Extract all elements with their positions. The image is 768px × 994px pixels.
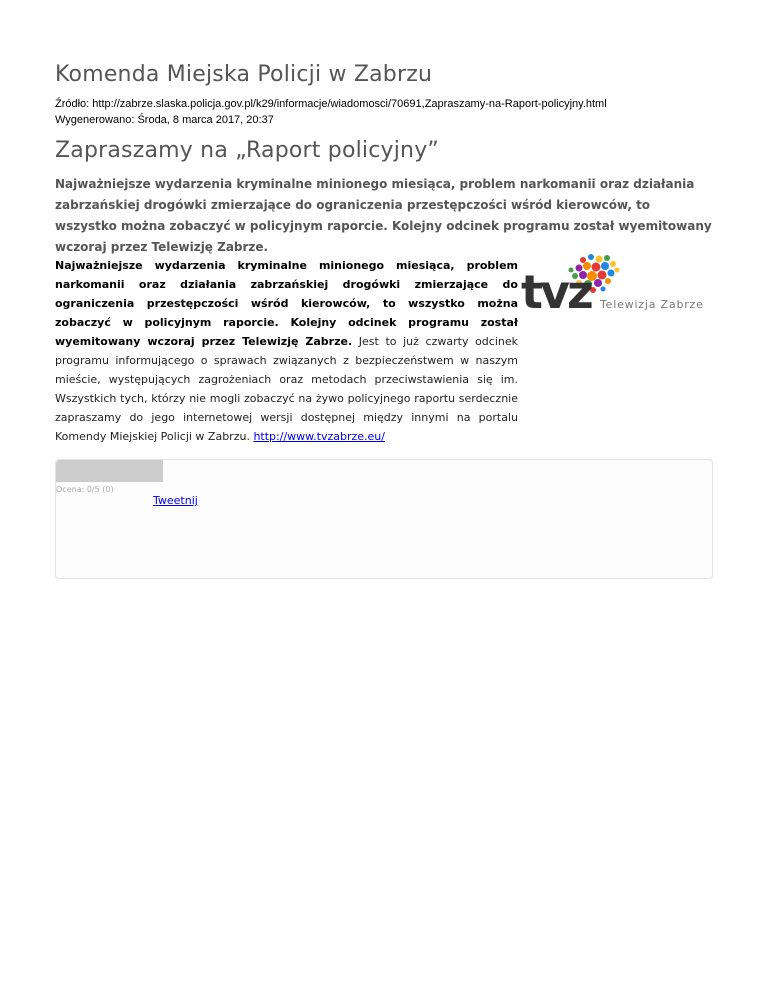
logo-dot	[588, 254, 594, 260]
logo-dot	[592, 263, 601, 272]
article-body	[55, 256, 518, 446]
rating-stars-bar[interactable]	[56, 460, 163, 482]
logo-dot	[604, 255, 610, 261]
logo-dot	[601, 287, 606, 292]
logo-dot	[596, 256, 603, 263]
logo-dot	[615, 268, 620, 273]
source-line: Źródło: http://zabrze.slaska.policja.gov.pl/k29/informacje/wiadomosci/70691,Zapraszamy-na-Raport-policyjny.html	[55, 98, 607, 110]
generated-line: Wygenerowano: Środa, 8 marca 2017, 20:37	[55, 114, 274, 126]
article-lead: Najważniejsze wydarzenia kryminalne minionego miesiąca, problem narkomanii oraz działania zabrzańskiej drogówki zmierzające do ograniczenia przestępczości wśród kierowców, to wszystko można zobaczyć w policyjnym raporcie. Kolejny odcinek programu został wyemitowany wczoraj przez Telewizję Zabrze.	[55, 177, 712, 254]
tvzabrze-link[interactable]: http://www.tvzabrze.eu/	[253, 430, 385, 443]
logo-caption: Telewizja Zabrze	[600, 298, 704, 311]
logo-dot	[590, 287, 596, 293]
document-meta	[55, 96, 607, 128]
logo-dot	[601, 262, 609, 270]
logo-dot	[594, 279, 602, 287]
rating-panel	[55, 459, 713, 579]
logo-letters: tvz	[521, 265, 591, 316]
logo-dot	[580, 257, 586, 263]
article-title: Zapraszamy na „Raport policyjny”	[55, 138, 440, 163]
article-body-bold: Najważniejsze wydarzenia kryminalne minionego miesiąca, problem narkomanii oraz działania zabrzańskiej drogówki zmierzające do ograniczenia przestępczości wśród kierowców, to wszystko można zobaczyć w policyjnym raporcie. Kolejny odcinek programu został wyemitowany wczoraj przez Telewizję Zabrze.	[55, 259, 518, 348]
logo-dot	[608, 270, 615, 277]
article-body-text: Jest to już czwarty odcinek programu informującego o sprawach związanych z bezpieczeństwem w naszym mieście, występujących zagrożeniach oraz metodach przeciwstawienia się im. Wszystkich tych, którzy nie mogli zobaczyć na żywo policyjnego raportu serdecznie zapraszamy do jego internetowej wersji dostępnej między innymi na portalu Komendy Miejskiej Policji w Zabrzu.	[55, 335, 519, 443]
tvz-logo-icon	[521, 252, 713, 316]
tweet-link[interactable]: Tweetnij	[153, 494, 198, 507]
logo-dot	[598, 271, 607, 280]
rating-label: Ocena: 0/5 (0)	[56, 485, 114, 494]
logo-dot	[605, 278, 611, 284]
site-title: Komenda Miejska Policji w Zabrzu	[55, 62, 433, 87]
logo-dot	[610, 261, 616, 267]
